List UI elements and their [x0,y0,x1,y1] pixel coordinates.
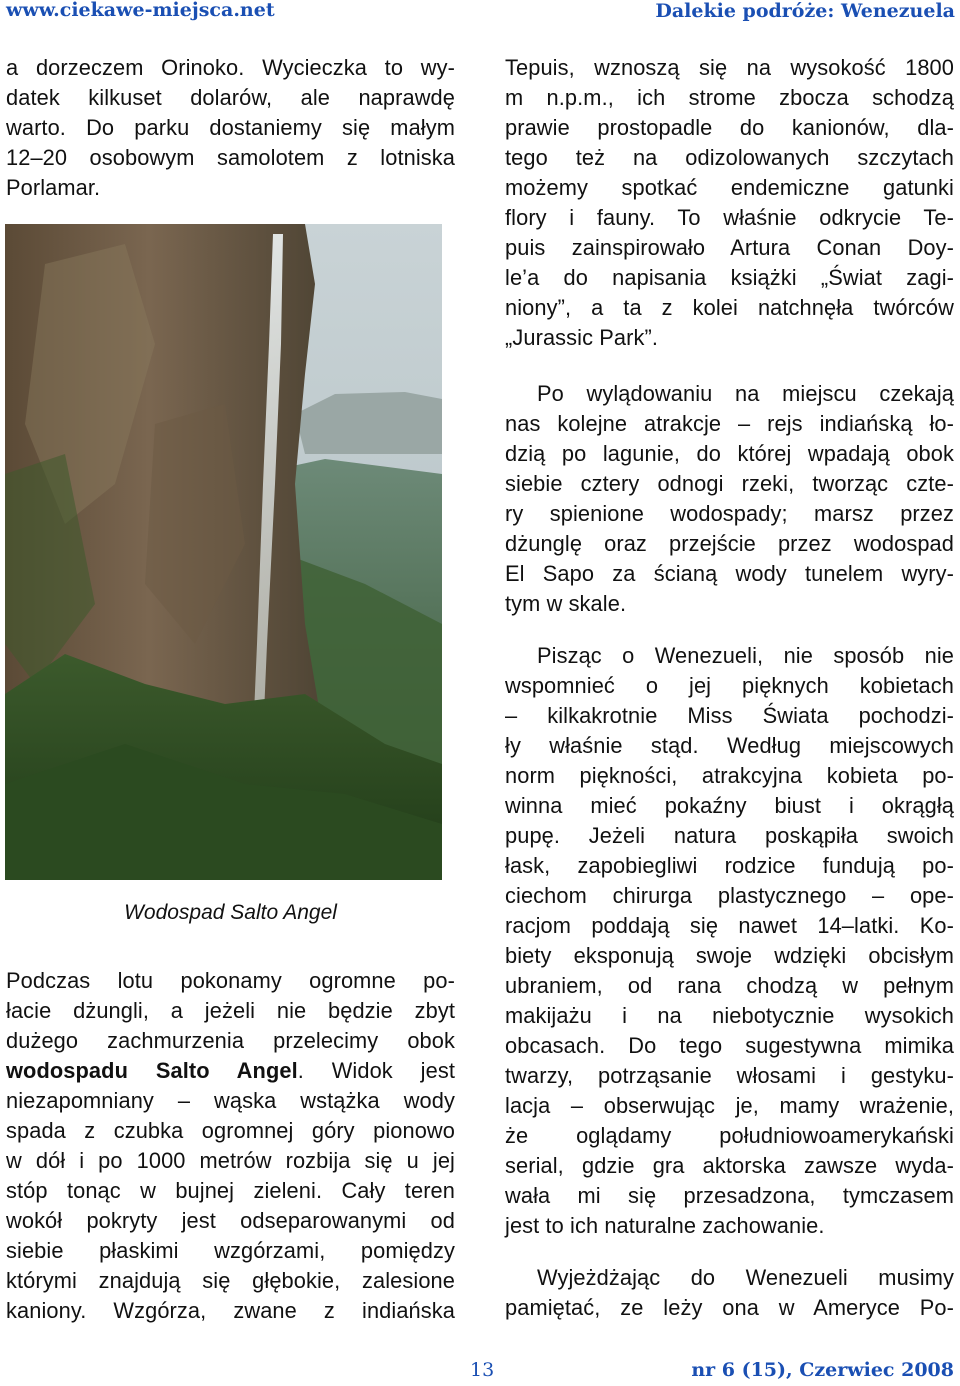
text-line: winna mieć pokaźny biust i okrągłą [505,793,954,818]
text-line [505,1263,954,1293]
text-line: twarzy, potrząsanie włosami i gestyku- [505,1063,954,1088]
waterfall-photo [5,224,442,880]
text-line: ry spienione wodospady; marsz przez [505,501,954,526]
text-line: wokół pokryty jest odseparowanymi od [6,1208,455,1233]
text-fragment: Pisząc o Wenezueli, nie sposób nie [537,643,954,668]
tepuis-paragraph [505,53,954,353]
text-line: biety eksponują swoje wdzięki obcisłym [505,943,954,968]
text-line: pupę. Jeżeli natura poskąpiła swoich [505,823,954,848]
text-line: ubraniem, od rana chodzą w pełnym [505,973,954,998]
text-line: makijażu i na niebotycznie wysokich [505,1003,954,1028]
text-line: stóp tonąc w bujnej zieleni. Cały teren [6,1178,455,1203]
text-line: prawie prostopadle do kanionów, dla- [505,115,954,140]
text-line [6,1056,455,1086]
text-line: 12–20 osobowym samolotem z lotniska [6,145,455,170]
text-line: że oglądamy południowoamerykański [505,1123,954,1148]
text-line: obcasach. Do tego sugestywna mimika [505,1033,954,1058]
departure-paragraph [505,1263,954,1323]
text-line: serial, gdzie gra aktorska zawsze wyda- [505,1153,954,1178]
text-line: tego też na odizolowanych szczytach [505,145,954,170]
text-line: Porlamar. [6,175,101,200]
text-line: wspomnieć o jej pięknych kobietach [505,673,954,698]
text-line: a dorzeczem Orinoko. Wycieczka to wy- [6,55,455,80]
text-line: – kilkakrotnie Miss Świata pochodzi- [505,703,954,728]
flight-paragraph [6,966,455,1326]
text-fragment: Po wylądowaniu na miejscu czekają [537,381,954,406]
text-line: niony”, a ta z kolei natchnęła twórców [505,295,954,320]
text-line: spada z czubka ogromnej góry pionowo [6,1118,455,1143]
text-line: dużego zachmurzenia przelecimy obok [6,1028,455,1053]
text-line: flory i fauny. To właśnie odkrycie Te- [505,205,954,230]
text-line: łacie dżungli, a jeżeli nie będzie zbyt [6,998,455,1023]
text-line: El Sapo za ścianą wody tunelem wyry- [505,561,954,586]
women-paragraph [505,641,954,1241]
page-number: 13 [470,1359,495,1381]
text-line: Tepuis, wznoszą się na wysokość 1800 [505,55,954,80]
text-line: którymi znajdują się głębokie, zalesione [6,1268,455,1293]
text-line: tym w skale. [505,591,627,616]
text-line: ły właśnie stąd. Według miejscowych [505,733,954,758]
text-line [505,641,954,671]
text-line: kaniony. Wzgórza, zwane z indiańska [6,1298,455,1323]
text-line: dzią po lagunie, do której wpadają obok [505,441,954,466]
waterfall-name-bold: wodospadu Salto Angel [6,1058,298,1083]
text-line: siebie płaskimi wzgórzami, pomiędzy [6,1238,455,1263]
section-title: Dalekie podróże: Wenezuela [655,0,955,22]
intro-paragraph [6,53,455,203]
text-line: możemy spotkać endemiczne gatunki [505,175,954,200]
text-line: pamiętać, ze leży ona w Ameryce Po- [505,1295,954,1320]
text-line: puis zainspirowało Artura Conan Doy- [505,235,954,260]
text-line: dżunglę oraz przejście przez wodospad [505,531,954,556]
text-line: Podczas lotu pokonamy ogromne po- [6,968,455,993]
text-line: lacja – obserwując je, mamy wrażenie, [505,1093,954,1118]
text-fragment: Wyjeżdżając do Wenezueli musimy [537,1265,954,1290]
text-line: wała mi się przesadzona, tymczasem [505,1183,954,1208]
issue-info: nr 6 (15), Czerwiec 2008 [691,1359,954,1381]
text-line: nas kolejne atrakcje – rejs indiańską ło- [505,411,954,436]
text-line: le’a do napisania książki „Świat zagi- [505,265,954,290]
text-line: siebie cztery odnogi rzeki, tworząc czte- [505,471,954,496]
landing-paragraph [505,379,954,619]
text-line [505,379,954,409]
image-caption: Wodospad Salto Angel [124,901,337,924]
text-line: łask, zapobiegliwi rodzice fundują po- [505,853,954,878]
text-line: niezapomniany – wąska wstążka wody [6,1088,455,1113]
text-line: „Jurassic Park”. [505,325,658,350]
text-line: jest to ich naturalne zachowanie. [505,1213,825,1238]
text-line: ciechom chirurga plastycznego – ope- [505,883,954,908]
text-line: w dół i po 1000 metrów rozbija się u jej [6,1148,455,1173]
text-line: warto. Do parku dostaniemy się małym [6,115,455,140]
text-line: datek kilkuset dolarów, ale naprawdę [6,85,455,110]
text-line: racjom poddają się nawet 14–latki. Ko- [505,913,954,938]
site-url[interactable]: www.ciekawe-miejsca.net [6,0,275,21]
text-fragment: . Widok jest [297,1058,455,1083]
text-line: m n.p.m., ich strome zbocza schodzą [505,85,954,110]
text-line: norm piękności, atrakcyjna kobieta po- [505,763,954,788]
